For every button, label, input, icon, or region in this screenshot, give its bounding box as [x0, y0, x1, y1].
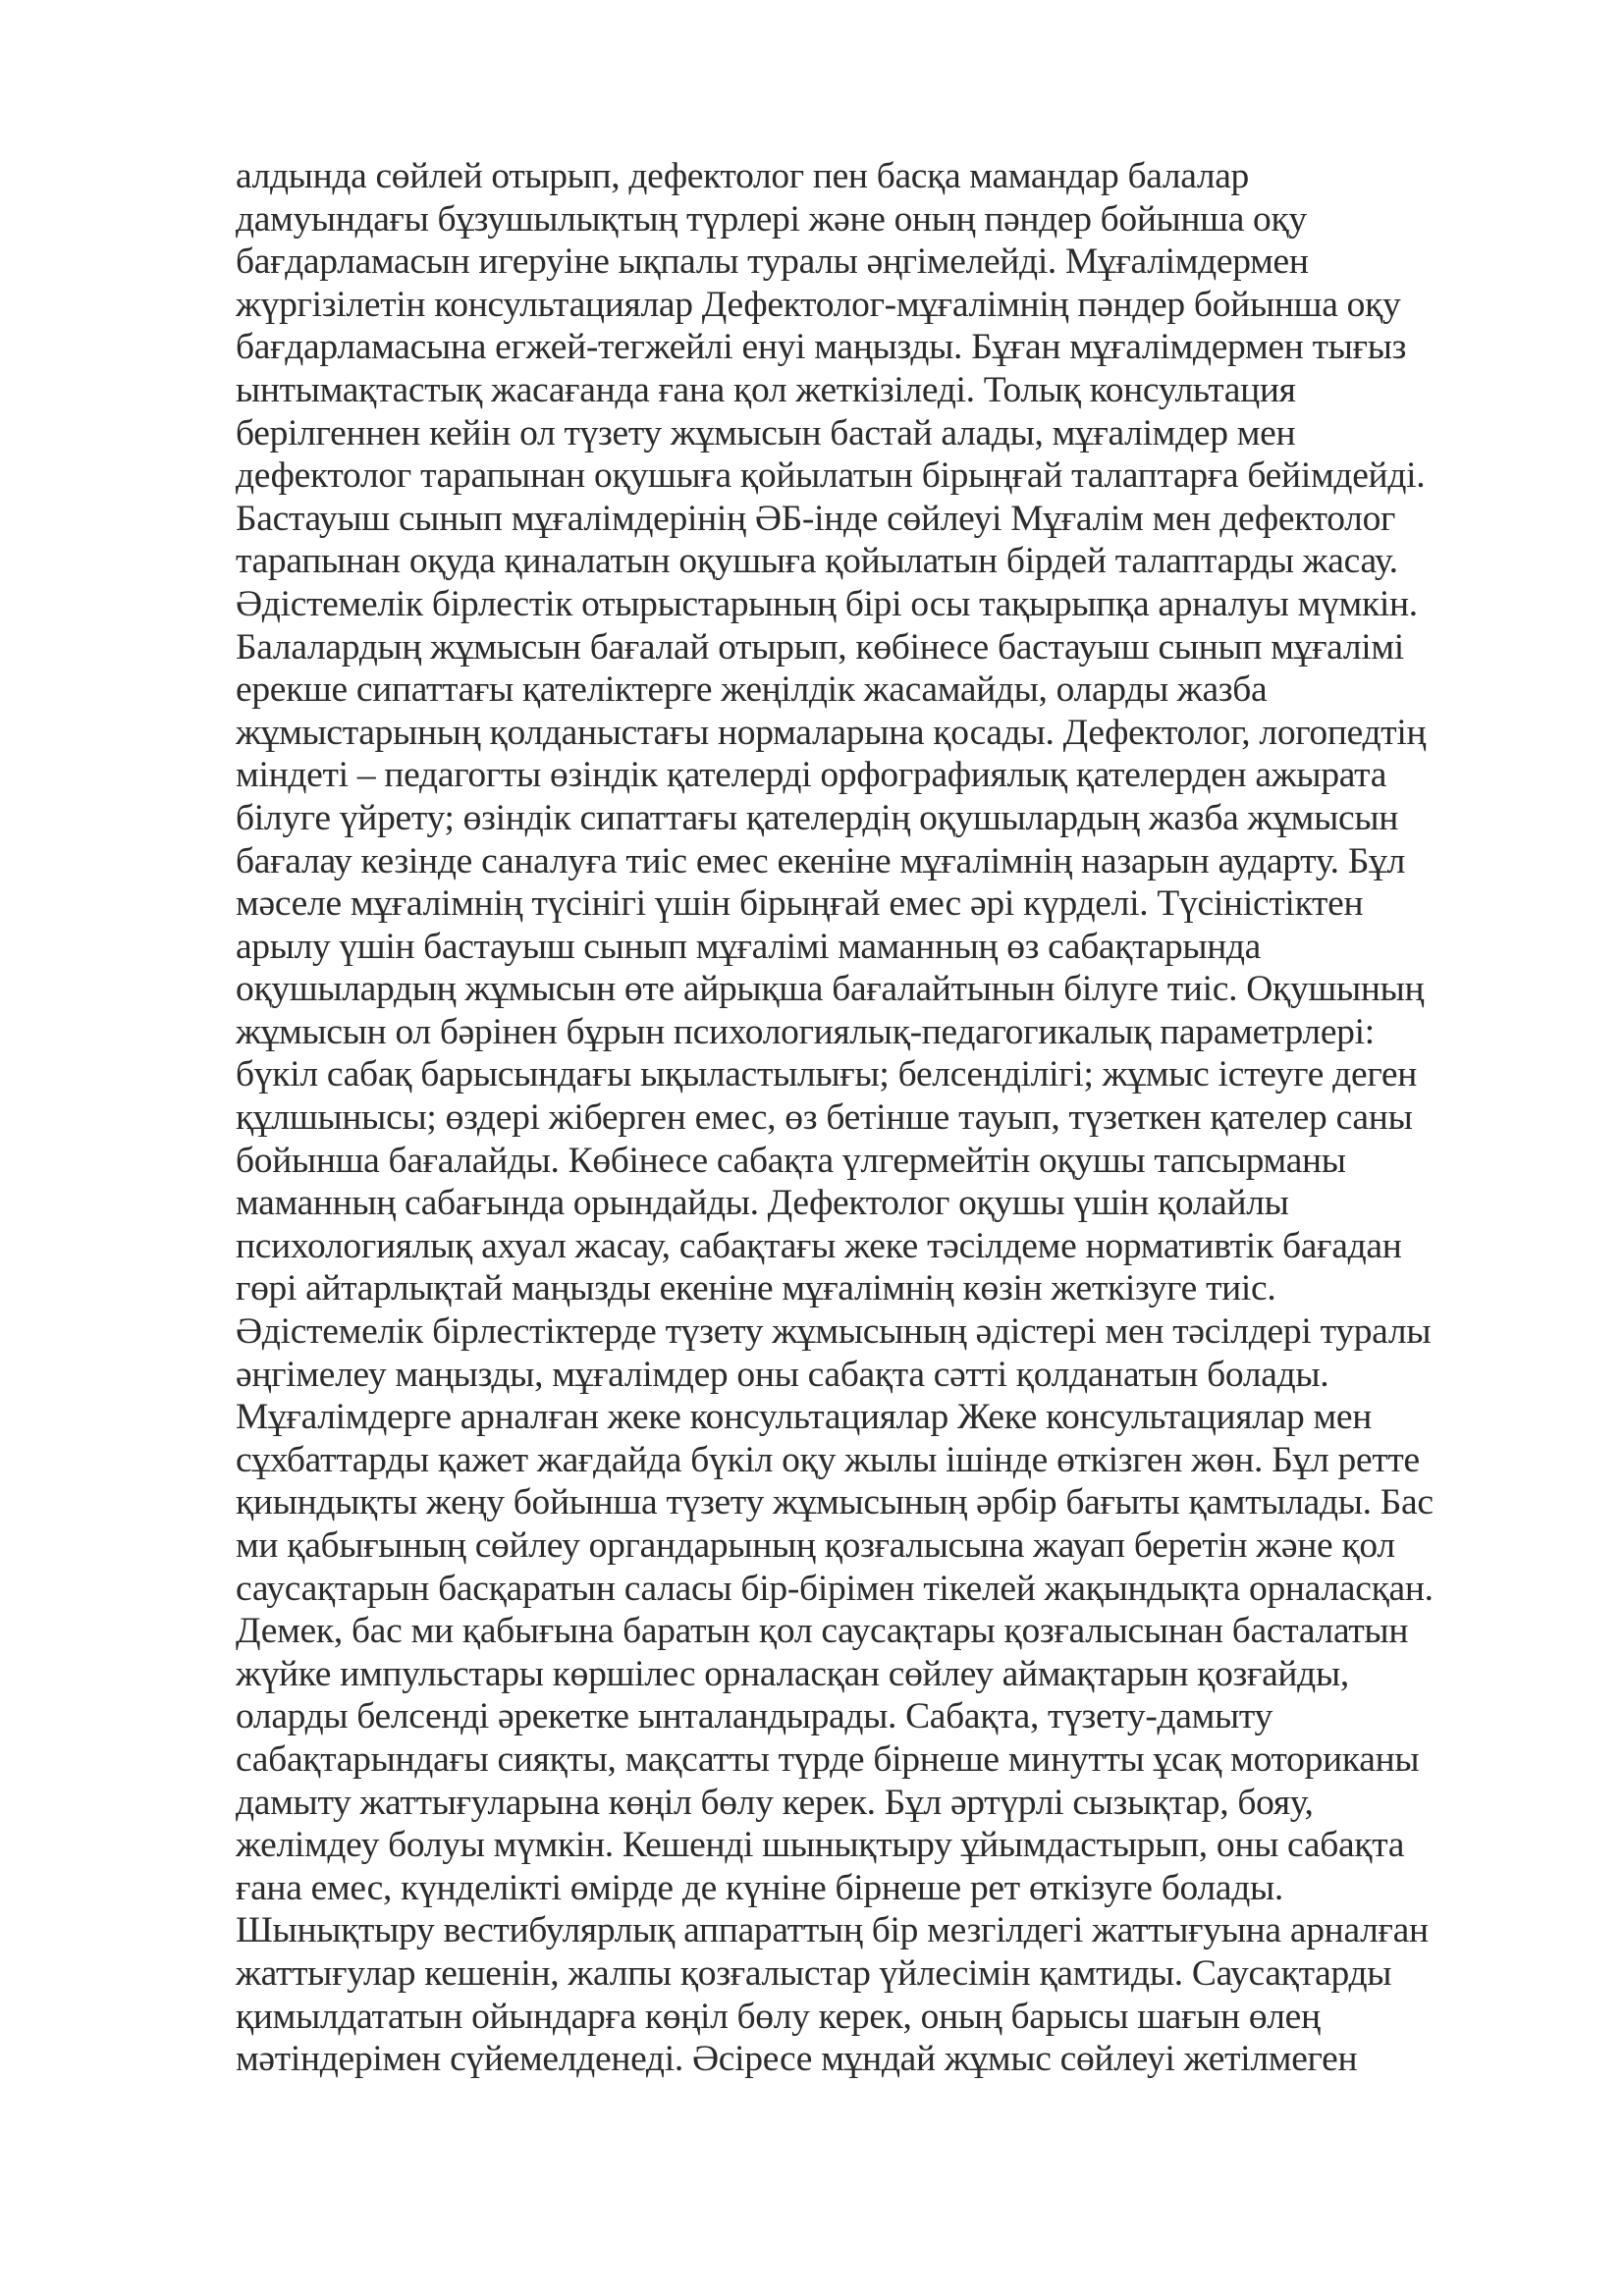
text-line: құлшынысы; өздері жіберген емес, өз бетінше тауып, түзеткен қателер саны [236, 1097, 1413, 1139]
text-line: желімдеу болуы мүмкін. Кешенді шынықтыру ұйымдастырып, оны сабақта [236, 1825, 1405, 1866]
text-line: гөрі айтарлықтай маңызды екеніне мұғалімнің көзін жеткізуге тиіс. [236, 1268, 1276, 1309]
text-line: жұмысын ол бәрінен бұрын психологиялық-педагогикалық параметрлері: [236, 1011, 1375, 1052]
text-line: ғана емес, күнделікті өмірде де күніне бірнеше рет өткізуге болады. [236, 1867, 1283, 1908]
text-line: қиындықты жеңу бойынша түзету жұмысының әрбір бағыты қамтылады. Бас [236, 1482, 1434, 1523]
text-line: білуге үйрету; өзіндік сипаттағы қателердің оқушылардың жазба жұмысын [236, 797, 1399, 838]
text-line: ынтымақтастық жасағанда ғана қол жеткізіледі. Толық консультация [236, 369, 1296, 410]
text-line: жаттығулар кешенін, жалпы қозғалыстар үйлесімін қамтиды. Саусақтарды [236, 1952, 1392, 1994]
text-line: ми қабығының сөйлеу органдарының қозғалысына жауап беретін және қол [236, 1525, 1395, 1566]
text-line: саусақтарын басқаратын саласы бір-бірімен тікелей жақындықта орналасқан. [236, 1568, 1434, 1609]
text-line: бағдарламасын игеруіне ықпалы туралы әңгімелейді. Мұғалімдермен [236, 241, 1309, 283]
text-line: дефектолог тарапынан оқушыға қойылатын бірыңғай талаптарға бейімдейді. [236, 455, 1426, 497]
text-line: дамыту жаттығуларына көңіл бөлу керек. Бұл әртүрлі сызықтар, бояу, [236, 1782, 1314, 1823]
text-line: алдында сөйлей отырып, дефектолог пен басқа мамандар балалар [236, 156, 1249, 196]
text-line: мәтіндерімен сүйемелденеді. Әсіресе мұндай жұмыс сөйлеуі жетілмеген [236, 2039, 1358, 2080]
text-line: әңгімелеу маңызды, мұғалімдер оны сабақта сәтті қолданатын болады. [236, 1354, 1329, 1395]
text-line: дамуындағы бұзушылықтың түрлері және оның пәндер бойынша оқу [236, 198, 1307, 240]
text-line: сабақтарындағы сияқты, мақсатты түрде бірнеше минутты ұсақ моториканы [236, 1738, 1420, 1780]
text-line: Мұғалімдерге арналған жеке консультациялар Жеке консультациялар мен [236, 1397, 1373, 1438]
text-line: оқушылардың жұмысын өте айрықша бағалайтынын білуге тиіс. Оқушының [236, 969, 1425, 1010]
text-line: психологиялық ахуал жасау, сабақтағы жеке тәсілдеме нормативтік бағадан [236, 1225, 1402, 1266]
text-line: Балалардың жұмысын бағалай отырып, көбінесе бастауыш сынып мұғалімі [236, 626, 1404, 667]
text-line: Әдістемелік бірлестіктерде түзету жұмысының әдістері мен тәсілдері туралы [236, 1311, 1432, 1353]
text-line: Демек, бас ми қабығына баратын қол саусақтары қозғалысынан басталатын [236, 1611, 1409, 1652]
text-line: бағдарламасына егжей-тегжейлі енуі маңызды. Бұған мұғалімдермен тығыз [236, 327, 1407, 368]
text-line: Әдістемелік бірлестік отырыстарының бірі осы тақырыпқа арналуы мүмкін. [236, 583, 1418, 624]
text-line: бойынша бағалайды. Көбінесе сабақта үлгермейтін оқушы тапсырманы [236, 1140, 1346, 1181]
text-line: жұмыстарының қолданыстағы нормаларына қосады. Дефектолог, логопедтің [236, 712, 1427, 753]
text-line: мәселе мұғалімнің түсінігі үшін бірыңғай емес әрі күрделі. Түсіністіктен [236, 883, 1364, 925]
text-line: Шынықтыру вестибулярлық аппараттың бір мезгілдегі жаттығуына арналған [236, 1910, 1429, 1951]
text-line: маманның сабағында орындайды. Дефектолог оқушы үшін қолайлы [236, 1183, 1289, 1224]
text-line: жүргізілетін консультациялар Дефектолог-мұғалімнің пәндер бойынша оқу [236, 284, 1401, 325]
text-line: міндеті – педагогты өзіндік қателерді орфографиялық қателерден ажырата [236, 755, 1387, 796]
text-line: ерекше сипаттағы қателіктерге жеңілдік жасамайды, оларды жазба [236, 669, 1268, 711]
text-line: тарапынан оқуда қиналатын оқушыға қойылатын бірдей талаптарды жасау. [236, 541, 1398, 582]
text-line: Бастауыш сынып мұғалімдерінің ӘБ-інде сөйлеуі Мұғалім мен дефектолог [236, 498, 1396, 539]
text-line: қимылдататын ойындарға көңіл бөлу керек, оның барысы шағын өлең [236, 1996, 1321, 2037]
text-line: сұхбаттарды қажет жағдайда бүкіл оқу жылы ішінде өткізген жөн. Бұл ретте [236, 1439, 1420, 1480]
text-line: берілгеннен кейін ол түзету жұмысын бастай алады, мұғалімдер мен [236, 412, 1296, 454]
text-line: бүкіл сабақ барысындағы ықыластылығы; белсенділігі; жұмыс істеуге деген [236, 1054, 1418, 1095]
text-line: арылу үшін бастауыш сынып мұғалімі маманның өз сабақтарында [236, 926, 1261, 967]
body-text [236, 155, 1532, 2081]
text-line: жүйке импульстары көршілес орналасқан сөйлеу аймақтарын қозғайды, [236, 1653, 1349, 1694]
text-line: бағалау кезінде саналуға тиіс емес екеніне мұғалімнің назарын аударту. Бұл [236, 840, 1406, 881]
text-line: оларды белсенді әрекетке ынталандырады. Сабақта, түзету-дамыту [236, 1696, 1272, 1737]
